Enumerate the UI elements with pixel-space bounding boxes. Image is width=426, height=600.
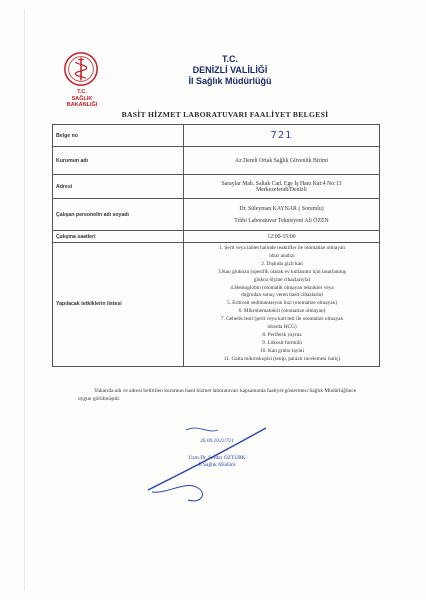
list-item: 3.Kan glukozu (spesifik olarak ev kullanımı için tasarlanmış xyxy=(218,268,346,275)
adres-value: Saraylar Mah. Saltak Cad. Ege İş Hanı Kat:4 No:13 Merkezefendi/Denizli xyxy=(184,175,380,199)
list-item: 11. Gaita mikroskopisi (tenip, parazit incelemesi hariç) xyxy=(223,355,341,362)
testler-list xyxy=(184,243,380,367)
list-item: idrar analizi xyxy=(269,252,295,259)
label-belge-no: Belge no xyxy=(53,125,184,147)
list-item: idrarda HCG) xyxy=(267,324,297,331)
list-item: 9. Lökosit formülü xyxy=(262,339,302,346)
header-governorate: DENİZLİ VALİLİĞİ xyxy=(192,65,268,75)
label-kurum: Kurumun adı xyxy=(53,147,184,175)
row-testler xyxy=(53,243,380,367)
label-saatler: Çalışma saatleri xyxy=(53,231,184,243)
row-personel xyxy=(53,199,380,231)
row-adres xyxy=(53,175,380,199)
list-item: 2. Dışkıda gizli kan xyxy=(261,260,303,267)
list-item: 1. Şerit veya tablet halinde reaktifler ile otomatize olmayan xyxy=(219,245,345,251)
list-item: 10. Kan grubu tayini xyxy=(260,347,304,354)
ministry-name: T.C. SAĞLIK BAKANLIĞI xyxy=(66,89,98,108)
list-item: doğrudan sonuç veren basit cihazlarla) xyxy=(241,292,323,299)
row-saatler xyxy=(53,231,380,243)
signature-block xyxy=(162,438,272,469)
certificate-table xyxy=(52,124,380,367)
signature-date: 26.09.2022/721 xyxy=(200,438,234,444)
page-edge-line xyxy=(24,10,25,590)
label-testler: Yapılacak tetkiklerin listesi xyxy=(53,243,184,367)
label-personel: Çalışan personelin adı soyadı xyxy=(53,199,184,231)
ministry-emblem-icon xyxy=(62,50,100,88)
saatler-value: 12:00-15:00 xyxy=(184,231,380,243)
signature-title: İl Sağlık Müdürü xyxy=(198,462,236,468)
header-directorate: İl Sağlık Müdürlüğü xyxy=(188,76,272,86)
row-kurum xyxy=(53,147,380,175)
label-adres: Adresi xyxy=(53,175,184,199)
document-header xyxy=(150,54,310,87)
list-item: glukoz ölçme cihazlarıyla) xyxy=(253,276,311,283)
list-item: 5. Eritrosit sedimantasyon hızı (otomatize olmayan) xyxy=(226,300,338,307)
list-item: 8. Periferik yayma xyxy=(262,331,302,338)
belge-no-value: 721 xyxy=(270,130,293,141)
list-item: 6. Mikrohematokrit (otomatize olmayan) xyxy=(238,308,326,315)
header-tc: T.C. xyxy=(221,54,238,64)
personel-value: Dr. Süleyman KAYNAR ( Sorumlu) Tıbbi Laboratuvar Teknisyeni Ali ÖZEN xyxy=(184,199,380,231)
list-item: 7. Gebelik testi (şerit veya kart test ile otomatize olmayan xyxy=(220,316,344,323)
kurum-value: Az Dereli Ortak Sağlık Güvenlik Birimi xyxy=(184,147,380,175)
list-item: 4.Hemoglobin (otomatik olmayan teknikler veya xyxy=(230,284,334,291)
row-belge-no xyxy=(53,125,380,147)
signature-name: Uzm.Dr. Serdar ÖZTÜRK xyxy=(188,455,246,461)
document-title: BASİT HİZMET LABORATUVARI FAALİYET BELGESİ xyxy=(121,110,329,119)
approval-text: Yukarıda adı ve adresi belirtilen kurumun basit hizmet laboratuvarı kapsamında faaliyet göstermesi Sağlık Müdürlüğünce uygun görülmüştür. xyxy=(78,388,357,402)
